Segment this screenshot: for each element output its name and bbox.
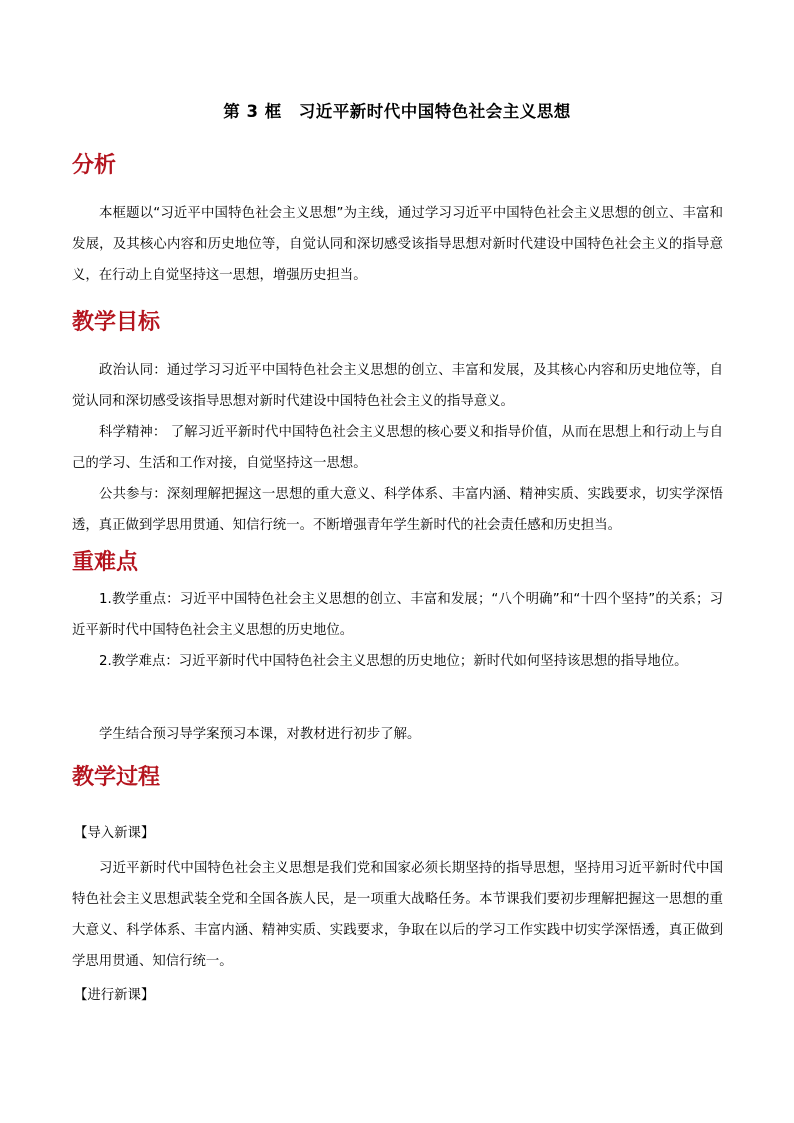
heading-process: 教学过程 xyxy=(72,765,161,790)
key-point-difficulty: 2.教学难点：习近平新时代中国特色社会主义思想的历史地位；新时代如何坚持该思想的指导地位。 xyxy=(99,654,688,669)
objective-political: 政治认同：通过学习习近平中国特色社会主义思想的创立、丰富和发展，及其核心内容和历史地位等，自觉认同和深切感受该指导思想对新时代建设中国特色社会主义的指导意义。 xyxy=(72,363,723,409)
key-point-focus: 1.教学重点：习近平中国特色社会主义思想的创立、丰富和发展；“八个明确”和“十四个坚持”的关系；习近平新时代中国特色社会主义思想的历史地位。 xyxy=(72,592,723,638)
preview-paragraph: 学生结合预习导学案预习本课，对教材进行初步了解。 xyxy=(99,727,421,742)
objective-participation: 公共参与：深刻理解把握这一思想的重大意义、科学体系、丰富内涵、精神实质、实践要求，切实学深悟透，真正做到学思用贯通、知信行统一。不断增强青年学生新时代的社会责任感和历史担当。 xyxy=(72,487,723,533)
heading-analysis: 分析 xyxy=(72,153,117,178)
heading-key-points: 重难点 xyxy=(72,550,139,575)
new-lesson-label: 【进行新课】 xyxy=(74,988,155,1003)
document-title: 第 3 框 习近平新时代中国特色社会主义思想 xyxy=(223,102,571,121)
heading-objectives: 教学目标 xyxy=(72,310,161,335)
analysis-paragraph: 本框题以“习近平中国特色社会主义思想”为主线，通过学习习近平中国特色社会主义思想的创立、丰富和发展，及其核心内容和历史地位等，自觉认同和深切感受该指导思想对新时代建设中国特色社会主义的指导意义，在行动上自觉坚持这一思想，增强历史担当。 xyxy=(72,206,723,283)
intro-label: 【导入新课】 xyxy=(74,826,155,841)
intro-paragraph: 习近平新时代中国特色社会主义思想是我们党和国家必须长期坚持的指导思想，坚持用习近平新时代中国特色社会主义思想武装全党和全国各族人民，是一项重大战略任务。本节课我们要初步理解把握这一思想的重大意义、科学体系、丰富内涵、精神实质、实践要求，争取在以后的学习工作实践中切实学深悟透，真正做到学思用贯通、知信行统一。 xyxy=(72,861,723,969)
objective-science: 科学精神： 了解习近平新时代中国特色社会主义思想的核心要义和指导价值，从而在思想上和行动上与自己的学习、生活和工作对接，自觉坚持这一思想。 xyxy=(72,425,723,471)
